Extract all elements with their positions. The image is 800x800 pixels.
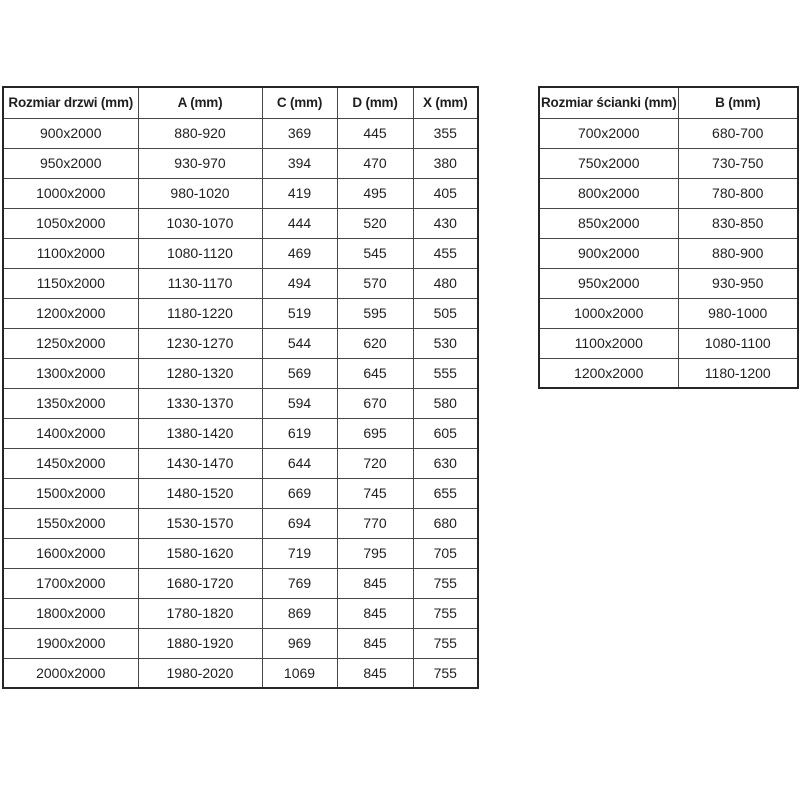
cell: 705 [413, 538, 478, 568]
cell: 1600x2000 [3, 538, 138, 568]
cell: 845 [337, 658, 413, 688]
cell: 780-800 [678, 178, 798, 208]
cell: 830-850 [678, 208, 798, 238]
cell: 605 [413, 418, 478, 448]
table-row [3, 628, 478, 658]
cell: 1530-1570 [138, 508, 262, 538]
cell: 1180-1220 [138, 298, 262, 328]
door-size-table-body [3, 118, 478, 688]
cell: 845 [337, 568, 413, 598]
cell: 1880-1920 [138, 628, 262, 658]
table-row [3, 388, 478, 418]
cell: 1800x2000 [3, 598, 138, 628]
cell: 594 [262, 388, 337, 418]
cell: 1050x2000 [3, 208, 138, 238]
cell: 1430-1470 [138, 448, 262, 478]
column-header: C (mm) [262, 87, 337, 118]
cell: 745 [337, 478, 413, 508]
cell: 869 [262, 598, 337, 628]
cell: 755 [413, 598, 478, 628]
cell: 1200x2000 [539, 358, 678, 388]
table-row [539, 268, 798, 298]
cell: 670 [337, 388, 413, 418]
cell: 1080-1100 [678, 328, 798, 358]
cell: 595 [337, 298, 413, 328]
cell: 795 [337, 538, 413, 568]
table-row [3, 658, 478, 688]
cell: 555 [413, 358, 478, 388]
cell: 720 [337, 448, 413, 478]
cell: 1080-1120 [138, 238, 262, 268]
table-row [3, 208, 478, 238]
cell: 950x2000 [539, 268, 678, 298]
cell: 520 [337, 208, 413, 238]
cell: 980-1020 [138, 178, 262, 208]
table-row [539, 118, 798, 148]
cell: 680 [413, 508, 478, 538]
cell: 1100x2000 [3, 238, 138, 268]
cell: 1680-1720 [138, 568, 262, 598]
cell: 695 [337, 418, 413, 448]
cell: 880-920 [138, 118, 262, 148]
cell: 430 [413, 208, 478, 238]
table-row [3, 448, 478, 478]
cell: 394 [262, 148, 337, 178]
cell: 619 [262, 418, 337, 448]
column-header: B (mm) [678, 87, 798, 118]
cell: 719 [262, 538, 337, 568]
cell: 544 [262, 328, 337, 358]
cell: 1350x2000 [3, 388, 138, 418]
wall-size-table [538, 86, 799, 389]
cell: 569 [262, 358, 337, 388]
wall-size-table-body [539, 118, 798, 388]
cell: 880-900 [678, 238, 798, 268]
cell: 1300x2000 [3, 358, 138, 388]
table-row [3, 268, 478, 298]
table-row [539, 328, 798, 358]
cell: 419 [262, 178, 337, 208]
cell: 1200x2000 [3, 298, 138, 328]
cell: 755 [413, 568, 478, 598]
cell: 355 [413, 118, 478, 148]
cell: 1069 [262, 658, 337, 688]
cell: 700x2000 [539, 118, 678, 148]
cell: 644 [262, 448, 337, 478]
cell: 455 [413, 238, 478, 268]
cell: 445 [337, 118, 413, 148]
cell: 1000x2000 [3, 178, 138, 208]
table-row [539, 358, 798, 388]
cell: 969 [262, 628, 337, 658]
column-header: A (mm) [138, 87, 262, 118]
cell: 1480-1520 [138, 478, 262, 508]
cell: 1700x2000 [3, 568, 138, 598]
cell: 580 [413, 388, 478, 418]
cell: 495 [337, 178, 413, 208]
cell: 1550x2000 [3, 508, 138, 538]
table-row [3, 148, 478, 178]
cell: 1150x2000 [3, 268, 138, 298]
cell: 645 [337, 358, 413, 388]
cell: 850x2000 [539, 208, 678, 238]
cell: 1780-1820 [138, 598, 262, 628]
cell: 930-970 [138, 148, 262, 178]
cell: 2000x2000 [3, 658, 138, 688]
cell: 1580-1620 [138, 538, 262, 568]
cell: 530 [413, 328, 478, 358]
cell: 800x2000 [539, 178, 678, 208]
cell: 1030-1070 [138, 208, 262, 238]
cell: 1180-1200 [678, 358, 798, 388]
cell: 845 [337, 628, 413, 658]
cell: 680-700 [678, 118, 798, 148]
table-row [539, 208, 798, 238]
cell: 950x2000 [3, 148, 138, 178]
table-row [3, 358, 478, 388]
cell: 545 [337, 238, 413, 268]
table-row [539, 238, 798, 268]
cell: 694 [262, 508, 337, 538]
table-row [3, 568, 478, 598]
table-row [3, 508, 478, 538]
table-row [3, 478, 478, 508]
cell: 380 [413, 148, 478, 178]
cell: 900x2000 [3, 118, 138, 148]
door-size-table-head [3, 87, 478, 118]
cell: 519 [262, 298, 337, 328]
cell: 469 [262, 238, 337, 268]
cell: 730-750 [678, 148, 798, 178]
cell: 1100x2000 [539, 328, 678, 358]
cell: 1230-1270 [138, 328, 262, 358]
cell: 480 [413, 268, 478, 298]
table-row [3, 298, 478, 328]
cell: 570 [337, 268, 413, 298]
cell: 1330-1370 [138, 388, 262, 418]
cell: 655 [413, 478, 478, 508]
table-row [3, 538, 478, 568]
cell: 369 [262, 118, 337, 148]
cell: 769 [262, 568, 337, 598]
cell: 755 [413, 628, 478, 658]
cell: 1980-2020 [138, 658, 262, 688]
cell: 630 [413, 448, 478, 478]
cell: 444 [262, 208, 337, 238]
cell: 1900x2000 [3, 628, 138, 658]
cell: 900x2000 [539, 238, 678, 268]
table-row [539, 148, 798, 178]
cell: 845 [337, 598, 413, 628]
table-row [3, 598, 478, 628]
cell: 1280-1320 [138, 358, 262, 388]
table-header-row [539, 87, 798, 118]
cell: 494 [262, 268, 337, 298]
cell: 755 [413, 658, 478, 688]
cell: 1400x2000 [3, 418, 138, 448]
cell: 505 [413, 298, 478, 328]
table-row [3, 118, 478, 148]
column-header: D (mm) [337, 87, 413, 118]
cell: 1000x2000 [539, 298, 678, 328]
cell: 1500x2000 [3, 478, 138, 508]
cell: 1130-1170 [138, 268, 262, 298]
cell: 770 [337, 508, 413, 538]
table-row [3, 178, 478, 208]
table-row [539, 178, 798, 208]
table-row [539, 298, 798, 328]
table-row [3, 238, 478, 268]
column-header: Rozmiar ścianki (mm) [539, 87, 678, 118]
cell: 405 [413, 178, 478, 208]
door-size-table [2, 86, 479, 689]
cell: 930-950 [678, 268, 798, 298]
table-row [3, 418, 478, 448]
cell: 980-1000 [678, 298, 798, 328]
cell: 470 [337, 148, 413, 178]
cell: 750x2000 [539, 148, 678, 178]
cell: 1450x2000 [3, 448, 138, 478]
wall-size-table-head [539, 87, 798, 118]
cell: 669 [262, 478, 337, 508]
cell: 1380-1420 [138, 418, 262, 448]
table-header-row [3, 87, 478, 118]
cell: 620 [337, 328, 413, 358]
column-header: X (mm) [413, 87, 478, 118]
column-header: Rozmiar drzwi (mm) [3, 87, 138, 118]
table-row [3, 328, 478, 358]
cell: 1250x2000 [3, 328, 138, 358]
